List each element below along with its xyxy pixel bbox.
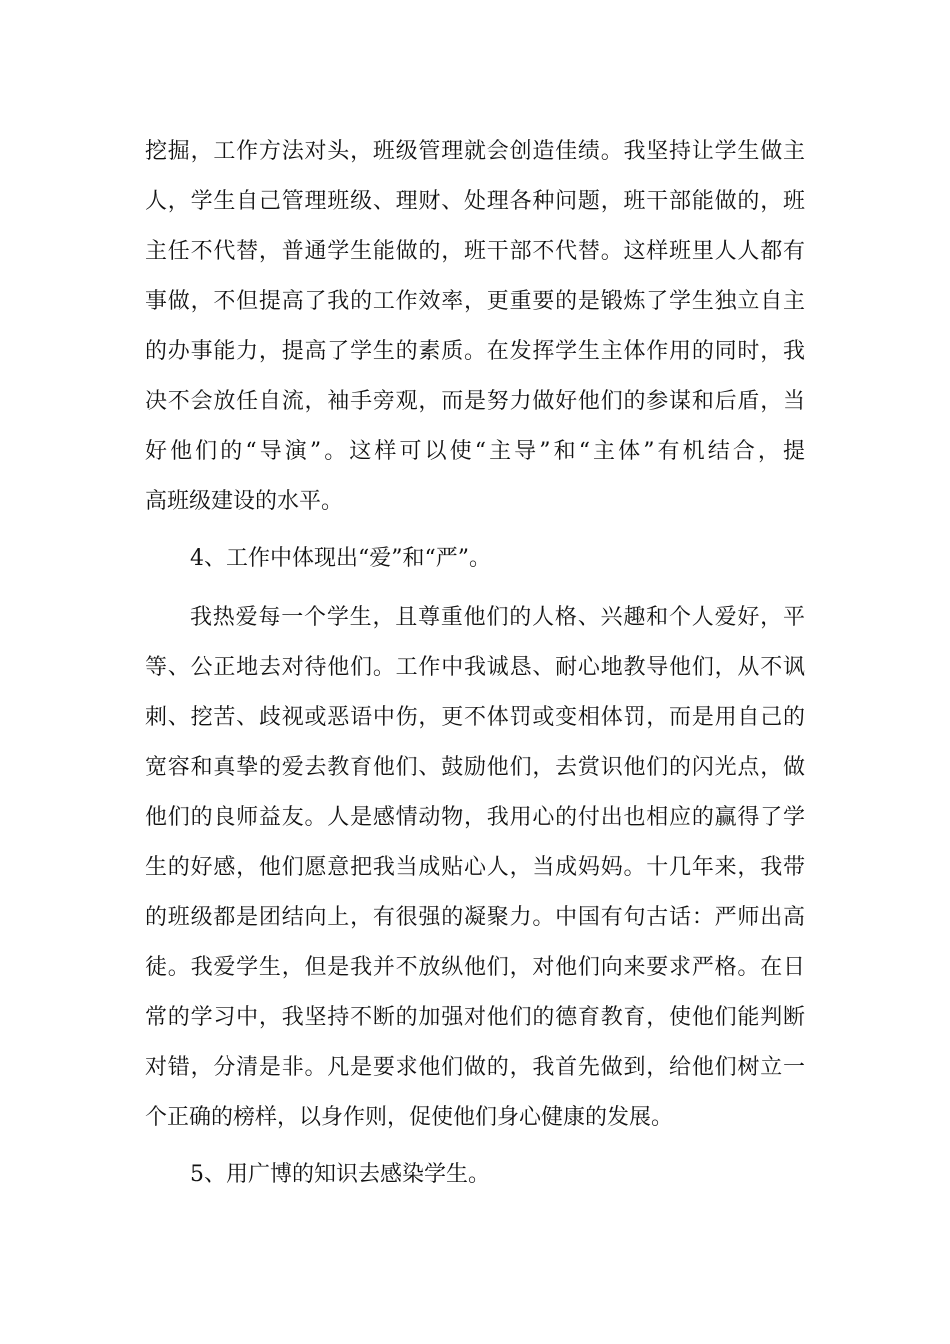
- paragraph-line: 他们的良师益友。人是感情动物，我用心的付出也相应的赢得了学: [145, 805, 805, 830]
- paragraph-line: 个正确的榜样，以身作则，促使他们身心健康的发展。: [145, 1105, 674, 1130]
- paragraph-line: 等、公正地去对待他们。工作中我诚恳、耐心地教导他们，从不讽: [145, 655, 805, 680]
- paragraph-line: 决不会放任自流，袖手旁观，而是努力做好他们的参谋和后盾，当: [145, 389, 805, 414]
- paragraph-line: 的办事能力，提高了学生的素质。在发挥学生主体作用的同时，我: [145, 339, 805, 364]
- paragraph-line: 人，学生自己管理班级、理财、处理各种问题，班干部能做的，班: [145, 189, 805, 214]
- paragraph-line: 高班级建设的水平。: [145, 489, 344, 514]
- paragraph-line: 宽容和真挚的爱去教育他们、鼓励他们，去赏识他们的闪光点，做: [145, 755, 805, 780]
- paragraph-line: 徒。我爱学生，但是我并不放纵他们，对他们向来要求严格。在日: [145, 955, 805, 980]
- section-heading: 4、工作中体现出“爱”和“严”。: [190, 546, 491, 571]
- paragraph-line: 事做，不但提高了我的工作效率，更重要的是锻炼了学生独立自主: [145, 289, 805, 314]
- paragraph-line: 好他们的“导演”。这样可以使“主导”和“主体”有机结合，提: [145, 439, 805, 464]
- paragraph-line: 刺、挖苦、歧视或恶语中伤，更不体罚或变相体罚，而是用自己的: [145, 705, 805, 730]
- paragraph-line: 对错，分清是非。凡是要求他们做的，我首先做到，给他们树立一: [145, 1055, 805, 1080]
- paragraph-line: 挖掘，工作方法对头，班级管理就会创造佳绩。我坚持让学生做主: [145, 139, 805, 164]
- paragraph-line: 主任不代替，普通学生能做的，班干部不代替。这样班里人人都有: [145, 239, 805, 264]
- paragraph-line: 常的学习中，我坚持不断的加强对他们的德育教育，使他们能判断: [145, 1005, 805, 1030]
- paragraph-line: 生的好感，他们愿意把我当成贴心人，当成妈妈。十几年来，我带: [145, 855, 805, 880]
- paragraph-line: 我热爱每一个学生，且尊重他们的人格、兴趣和个人爱好，平: [190, 605, 805, 630]
- paragraph-line: 的班级都是团结向上，有很强的凝聚力。中国有句古话：严师出高: [145, 905, 805, 930]
- section-heading: 5、用广博的知识去感染学生。: [190, 1162, 490, 1187]
